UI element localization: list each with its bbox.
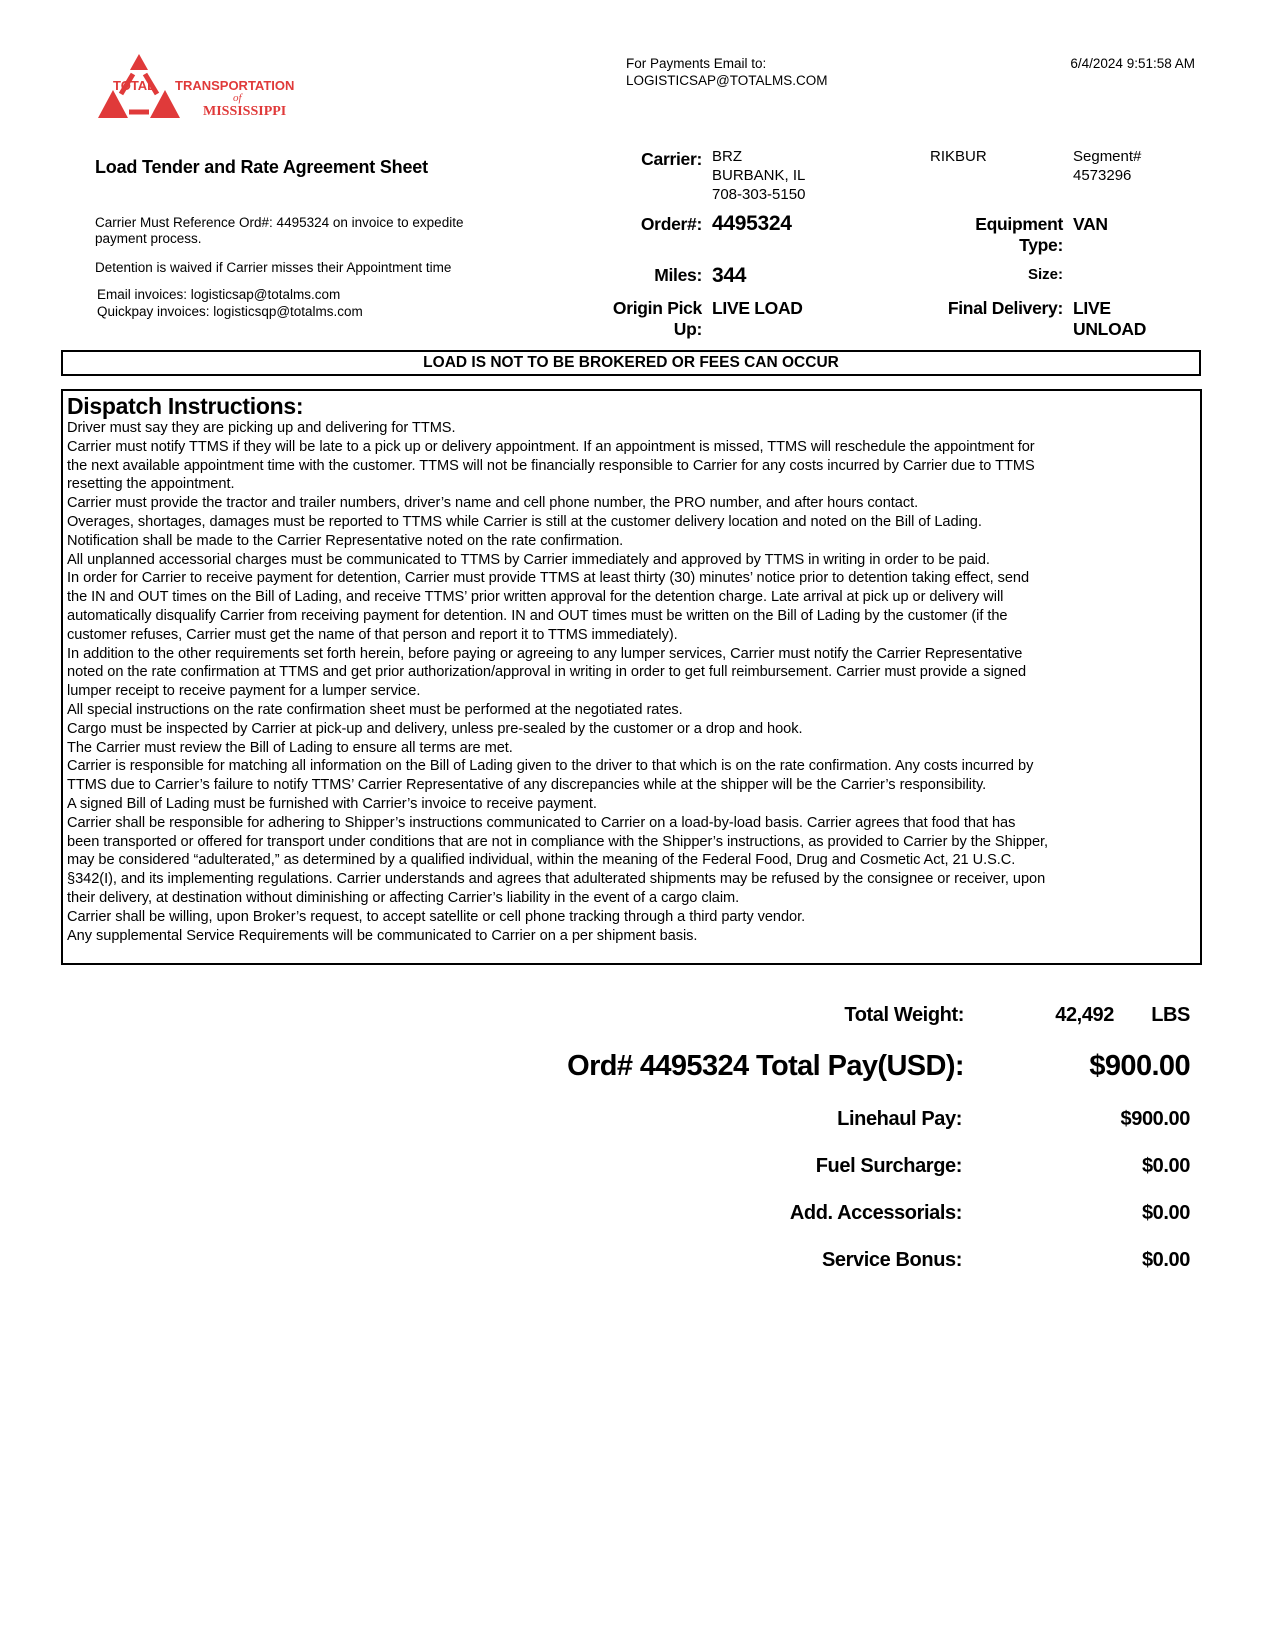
email-invoices: Email invoices: logisticsap@totalms.com	[97, 287, 341, 302]
dispatch-line: All special instructions on the rate confirmation sheet must be performed at the negotiated rates.	[67, 701, 683, 718]
logo-triangle-icon	[93, 50, 323, 130]
segment-value: 4573296	[1073, 167, 1132, 184]
origin-label-line2: Up:	[673, 319, 702, 339]
total-weight-label: Total Weight:	[844, 1004, 964, 1026]
dispatch-line: the next available appointment time with the customer. TTMS will not be financially responsible to Carrier for any costs incurred by Carrier due to TTMS	[67, 457, 1035, 474]
service-bonus-label: Service Bonus:	[821, 1249, 962, 1271]
origin-label-line1: Origin Pick	[612, 298, 702, 318]
carrier-name: BRZ	[712, 148, 742, 165]
total-weight-value: 42,492	[1055, 1004, 1114, 1026]
carrier-phone: 708-303-5150	[712, 186, 806, 203]
dispatch-lines	[67, 419, 1196, 945]
logo-of-text: of	[233, 92, 242, 104]
carrier-code: RIKBUR	[930, 148, 987, 165]
final-value-line1: LIVE	[1073, 298, 1111, 318]
fuel-surcharge-value: $0.00	[1141, 1155, 1190, 1177]
total-weight-unit: LBS	[1151, 1004, 1190, 1026]
equipment-value: VAN	[1073, 214, 1108, 234]
dispatch-instructions-box	[61, 389, 1202, 965]
dispatch-line: All unplanned accessorial charges must be communicated to TTMS by Carrier immediately and approved by TTMS in writing in order to be paid.	[67, 551, 990, 568]
dispatch-line: lumper receipt to receive payment for a lumper service.	[67, 683, 421, 700]
dispatch-line: §342(I), and its implementing regulations. Carrier understands and agrees that adulterated shipments may be refused by the consignee or receiver, upon	[67, 871, 1046, 888]
logo-total-text: TOTAL	[113, 78, 156, 93]
linehaul-pay-value: $900.00	[1120, 1108, 1190, 1130]
fuel-surcharge-label: Fuel Surcharge:	[815, 1155, 962, 1177]
reference-note-line2: payment process.	[95, 231, 202, 246]
dispatch-line: noted on the rate confirmation at TTMS and get prior authorization/approval in writing in order to get full reimbursement. Carrier must provide a signed	[67, 664, 1027, 681]
dispatch-line: TTMS due to Carrier’s failure to notify TTMS’ Carrier Representative of any discrepancies while at the shipper will be the Carrier’s responsibility.	[67, 777, 987, 794]
dispatch-line: Carrier must provide the tractor and trailer numbers, driver’s name and cell phone number, the PRO number, and after hours contact.	[67, 495, 919, 512]
dispatch-line: Carrier shall be willing, upon Broker’s request, to accept satellite or cell phone tracking through a third party vendor.	[67, 908, 806, 925]
sheet-title: Load Tender and Rate Agreement Sheet	[95, 157, 428, 177]
payments-label: For Payments Email to:	[626, 56, 767, 71]
final-delivery-label: Final Delivery:	[947, 298, 1063, 318]
dispatch-line: the IN and OUT times on the Bill of Lading, and receive TTMS’ prior written approval for the detention charge. Late arrival at pick up or delivery will	[67, 589, 1004, 606]
miles-value: 344	[712, 264, 747, 287]
detention-note: Detention is waived if Carrier misses their Appointment time	[95, 260, 452, 275]
segment-label: Segment#	[1073, 148, 1142, 165]
carrier-label: Carrier:	[641, 149, 702, 169]
equipment-label-line2: Type:	[1019, 235, 1063, 255]
dispatch-line: Any supplemental Service Requirements will be communicated to Carrier on a per shipment basis.	[67, 927, 698, 944]
logo-transportation-text: TRANSPORTATION	[175, 78, 295, 93]
dispatch-title: Dispatch Instructions:	[67, 393, 304, 419]
size-label: Size:	[1027, 266, 1063, 283]
dispatch-line: been transported or offered for transport under conditions that are not in compliance with the Shipper’s instructions, as provided to Carrier by the Shipper,	[67, 833, 1049, 850]
add-accessorials-label: Add. Accessorials:	[789, 1202, 962, 1224]
dispatch-line: customer refuses, Carrier must get the name of that person and report it to TTMS immediately).	[67, 626, 678, 643]
dispatch-line: In order for Carrier to receive payment for detention, Carrier must provide TTMS at least thirty (30) minutes’ notice prior to detention taking effect, send	[67, 570, 1030, 587]
brokering-warning-banner: LOAD IS NOT TO BE BROKERED OR FEES CAN OCCUR	[61, 350, 1201, 376]
dispatch-line: Overages, shortages, damages must be reported to TTMS while Carrier is still at the customer delivery location and noted on the Bill of Lading.	[67, 513, 982, 530]
payments-email: LOGISTICSAP@TOTALMS.COM	[626, 73, 828, 88]
order-label: Order#:	[640, 214, 702, 234]
origin-value: LIVE LOAD	[712, 298, 803, 318]
dispatch-line: Notification shall be made to the Carrier Representative noted on the rate confirmation.	[67, 532, 624, 549]
final-value-line2: UNLOAD	[1073, 319, 1147, 339]
dispatch-line: Driver must say they are picking up and delivering for TTMS.	[67, 420, 456, 436]
carrier-city: BURBANK, IL	[712, 167, 806, 184]
service-bonus-value: $0.00	[1141, 1249, 1190, 1271]
logo-mississippi-text: MISSISSIPPI	[203, 104, 287, 119]
dispatch-line: Carrier shall be responsible for adhering to Shipper’s instructions communicated to Carrier on a load-by-load basis. Carrier agrees that food that has	[67, 814, 1016, 831]
dispatch-line: resetting the appointment.	[67, 476, 235, 493]
dispatch-line: A signed Bill of Lading must be furnished with Carrier’s invoice to receive payment.	[67, 795, 597, 812]
equipment-label-line1: Equipment	[975, 214, 1063, 234]
reference-note-line1: Carrier Must Reference Ord#: 4495324 on invoice to expedite	[95, 215, 464, 230]
dispatch-line: their delivery, at destination without diminishing or affecting Carrier’s liability in the event of a cargo claim.	[67, 889, 740, 906]
total-pay-value: $900.00	[1089, 1050, 1190, 1082]
timestamp: 6/4/2024 9:51:58 AM	[1070, 56, 1195, 71]
linehaul-pay-label: Linehaul Pay:	[837, 1108, 962, 1130]
dispatch-line: Cargo must be inspected by Carrier at pick-up and delivery, unless pre-sealed by the customer or a drop and hook.	[67, 720, 803, 737]
miles-label: Miles:	[654, 265, 702, 285]
order-value: 4495324	[712, 212, 792, 235]
total-pay-label: Ord# 4495324 Total Pay(USD):	[567, 1050, 964, 1082]
dispatch-line: The Carrier must review the Bill of Lading to ensure all terms are met.	[67, 739, 513, 756]
dispatch-line: In addition to the other requirements set forth herein, before paying or agreeing to any lumper services, Carrier must notify the Carrier Representative	[67, 645, 1023, 662]
dispatch-line: Carrier must notify TTMS if they will be late to a pick up or delivery appointment. If an appointment is missed, TTMS will reschedule the appointment for	[67, 438, 1035, 455]
dispatch-line: Carrier is responsible for matching all information on the Bill of Lading given to the driver to that which is on the rate confirmation. Any costs incurred by	[67, 758, 1034, 775]
quickpay-invoices: Quickpay invoices: logisticsqp@totalms.com	[97, 304, 363, 319]
dispatch-line: may be considered “adulterated,” as determined by a qualified individual, within the meaning of the Federal Food, Drug and Cosmetic Act, 21 U.S.C.	[67, 852, 1016, 869]
add-accessorials-value: $0.00	[1141, 1202, 1190, 1224]
dispatch-line: automatically disqualify Carrier from receiving payment for detention. IN and OUT times must be written on the Bill of Lading by the customer (if the	[67, 607, 1008, 624]
company-logo	[93, 50, 323, 130]
